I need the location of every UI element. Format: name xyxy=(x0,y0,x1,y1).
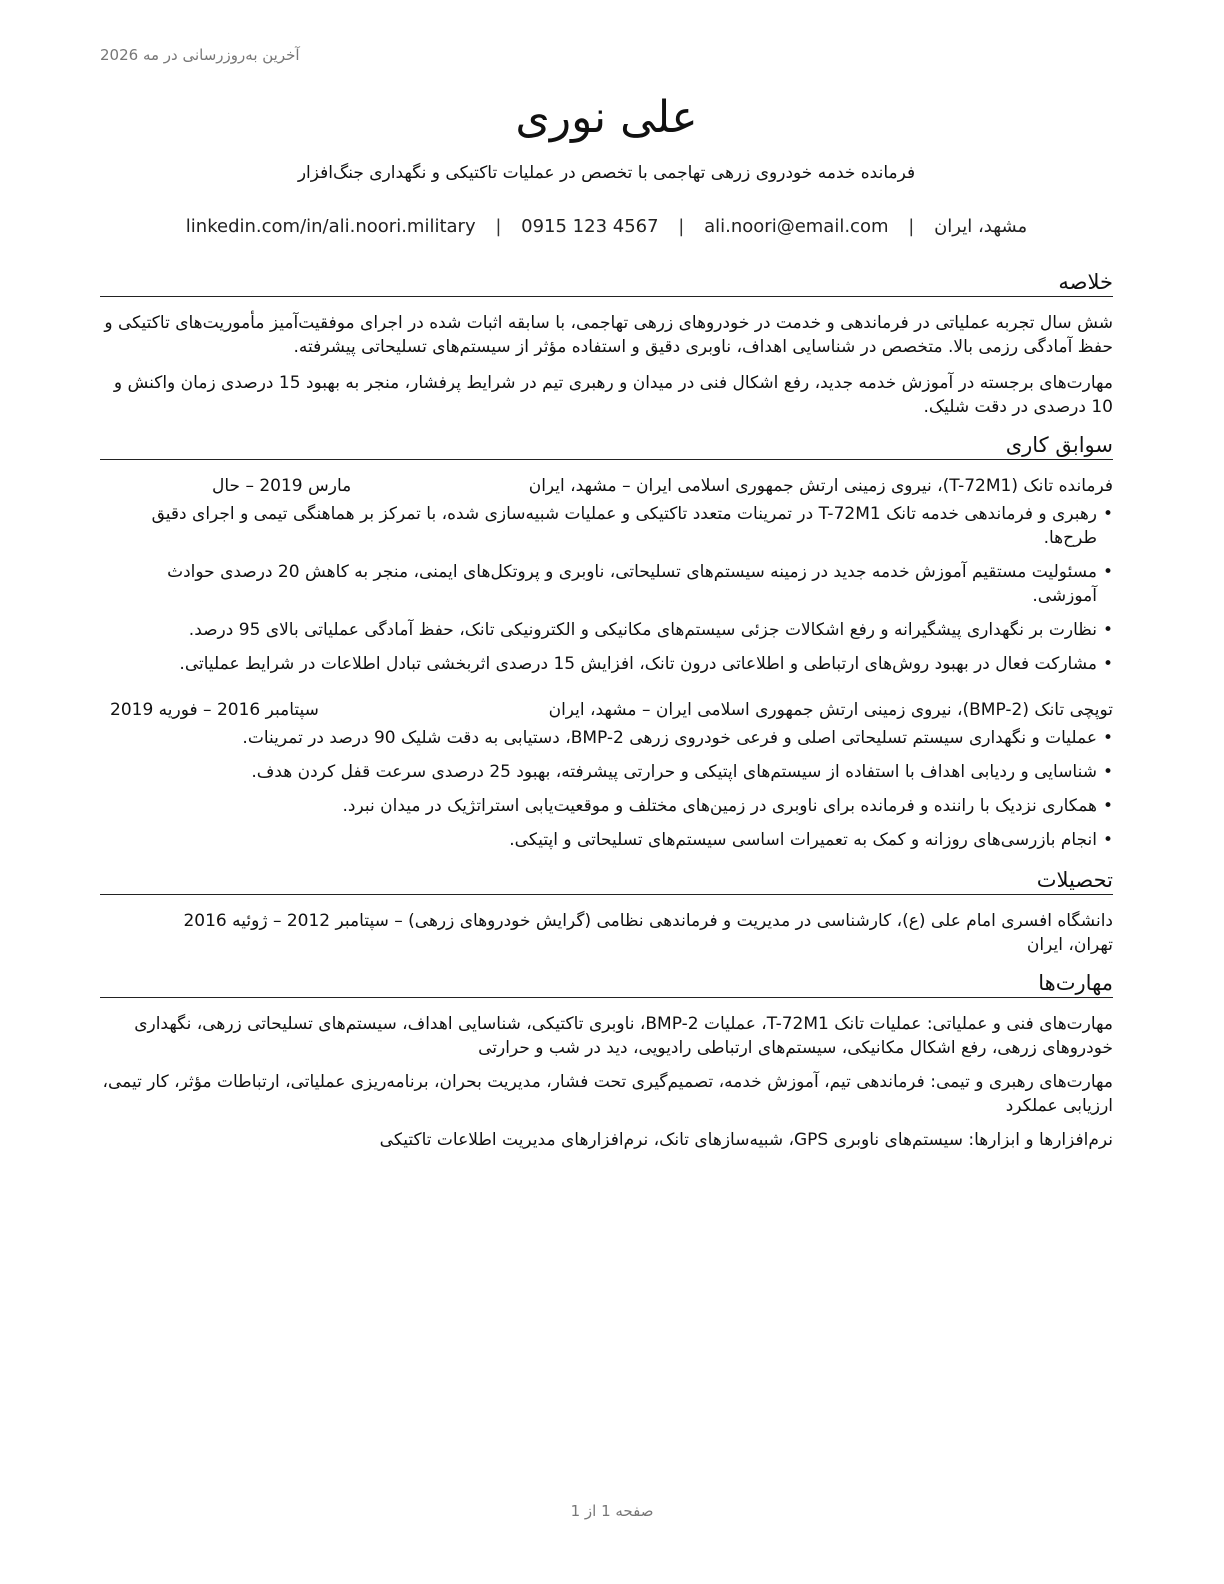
contact-location: مشهد، ایران xyxy=(934,216,1028,237)
education-location: تهران، ایران xyxy=(1026,935,1113,955)
job-bullet: • مسئولیت مستقیم آموزش خدمه جدید در زمینه سیستم‌های تسلیحاتی، ناوبری و پروتکل‌های ایمنی، منجر به کاهش 20 درصدی حوادث آموزشی. xyxy=(100,560,1113,608)
job-bullet: • مشارکت فعال در بهبود روش‌های ارتباطی و اطلاعاتی درون تانک، افزایش 15 درصدی اثربخشی تبادل اطلاعات در شرایط عملیاتی. xyxy=(100,652,1113,676)
job-dates: مارس 2019 – حال xyxy=(212,476,352,496)
contact-linkedin[interactable]: linkedin.com/in/ali.noori.military xyxy=(185,216,476,237)
candidate-name: علی نوری xyxy=(515,92,698,143)
job-bullets xyxy=(100,726,1113,852)
job-header xyxy=(100,698,1113,722)
job-entry xyxy=(100,474,1113,676)
education-heading: تحصیلات xyxy=(100,866,1113,895)
job-organization: ، نیروی زمینی ارتش جمهوری اسلامی ایران – مشهد، ایران xyxy=(528,476,943,496)
contact-phone: 0915 123 4567 xyxy=(521,216,659,237)
job-bullet: • عملیات و نگهداری سیستم تسلیحاتی اصلی و فرعی خودروی زرهی BMP-2، دستیابی به دقت شلیک 90 درصد در تمرینات. xyxy=(100,726,1113,750)
education-degree: دانشگاه افسری امام علی (ع)، کارشناسی در مدیریت و فرماندهی نظامی (گرایش خودروهای زرهی) – سپتامبر 2012 – ژوئیه 2016 xyxy=(183,911,1113,931)
candidate-headline: فرمانده خدمه خودروی زرهی تهاجمی با تخصص در عملیات تاکتیکی و نگهداری جنگ‌افزار xyxy=(297,163,916,183)
contact-email[interactable]: ali.noori@email.com xyxy=(704,216,889,237)
skills-software: نرم‌افزارها و ابزارها: سیستم‌های ناوبری GPS، شبیه‌سازهای تانک، نرم‌افزارهای مدیریت اطلاعات تاکتیکی xyxy=(379,1130,1113,1150)
resume-page xyxy=(100,88,1113,1162)
job-bullet: • رهبری و فرماندهی خدمه تانک T-72M1 در تمرینات متعدد تاکتیکی و عملیات شبیه‌سازی شده، با تمرکز بر هماهنگی تیمی و اجرای دقیق طرح‌ها. xyxy=(100,502,1113,550)
job-bullet: • همکاری نزدیک با راننده و فرمانده برای ناوبری در زمین‌های مختلف و موقعیت‌یابی استراتژیک در میدان نبرد. xyxy=(100,794,1113,818)
experience-heading: سوابق کاری xyxy=(100,431,1113,460)
job-bullet: • نظارت بر نگهداری پیشگیرانه و رفع اشکالات جزئی سیستم‌های مکانیکی و الکترونیکی تانک، حفظ آمادگی عملیاتی بالای 95 درصد. xyxy=(100,618,1113,642)
summary-paragraph: شش سال تجربه عملیاتی در فرماندهی و خدمت در خودروهای زرهی تهاجمی، با سابقه اثبات شده در اجرای موفقیت‌آمیز مأموریت‌های تاکتیکی و حفظ آمادگی رزمی بالا. متخصص در شناسایی اهداف، ناوبری دقیق و استفاده مؤثر از سیستم‌های تسلیحاتی پیشرفته. xyxy=(104,313,1113,357)
job-bullet: • شناسایی و ردیابی اهداف با استفاده از سیستم‌های اپتیکی و حرارتی پیشرفته، بهبود 25 درصدی سرعت قفل کردن هدف. xyxy=(100,760,1113,784)
job-organization: ، نیروی زمینی ارتش جمهوری اسلامی ایران – مشهد، ایران xyxy=(548,700,963,720)
skills-leadership: مهارت‌های رهبری و تیمی: فرماندهی تیم، آموزش خدمه، تصمیم‌گیری تحت فشار، مدیریت بحران، برنامه‌ریزی عملیاتی، ارتباطات مؤثر، کار تیمی، ارزیابی عملکرد xyxy=(102,1072,1113,1116)
job-bullet: • انجام بازرسی‌های روزانه و کمک به تعمیرات اساسی سیستم‌های تسلیحاتی و اپتیکی. xyxy=(100,828,1113,852)
job-dates: سپتامبر 2016 – فوریه 2019 xyxy=(110,700,319,720)
contact-separator: | xyxy=(908,216,915,237)
last-updated-note: آخرین به‌روزرسانی در مه 2026 xyxy=(100,46,300,64)
job-title: فرمانده تانک (T-72M1) xyxy=(942,476,1113,496)
job-title: توپچی تانک (BMP-2) xyxy=(962,700,1113,720)
summary-paragraph: مهارت‌های برجسته در آموزش خدمه جدید، رفع اشکال فنی در میدان و رهبری تیم در شرایط پرفشار، منجر به بهبود 15 درصدی زمان واکنش و 10 درصدی در دقت شلیک. xyxy=(113,373,1113,417)
job-entry xyxy=(100,698,1113,852)
page-number: صفحه 1 از 1 xyxy=(570,1502,654,1520)
job-bullets xyxy=(100,502,1113,676)
job-header xyxy=(100,474,1113,498)
summary-heading: خلاصه xyxy=(100,268,1113,297)
contact-separator: | xyxy=(495,216,502,237)
skills-heading: مهارت‌ها xyxy=(100,969,1113,998)
contact-line xyxy=(100,214,1113,240)
skills-technical: مهارت‌های فنی و عملیاتی: عملیات تانک T-72M1، عملیات BMP-2، ناوبری تاکتیکی، شناسایی اهداف، سیستم‌های تسلیحاتی زرهی، نگهداری خودروهای زرهی، رفع اشکال مکانیکی، سیستم‌های ارتباطی رادیویی، دید در شب و حرارتی xyxy=(134,1014,1113,1058)
education-entry xyxy=(100,909,1113,957)
contact-separator: | xyxy=(678,216,685,237)
